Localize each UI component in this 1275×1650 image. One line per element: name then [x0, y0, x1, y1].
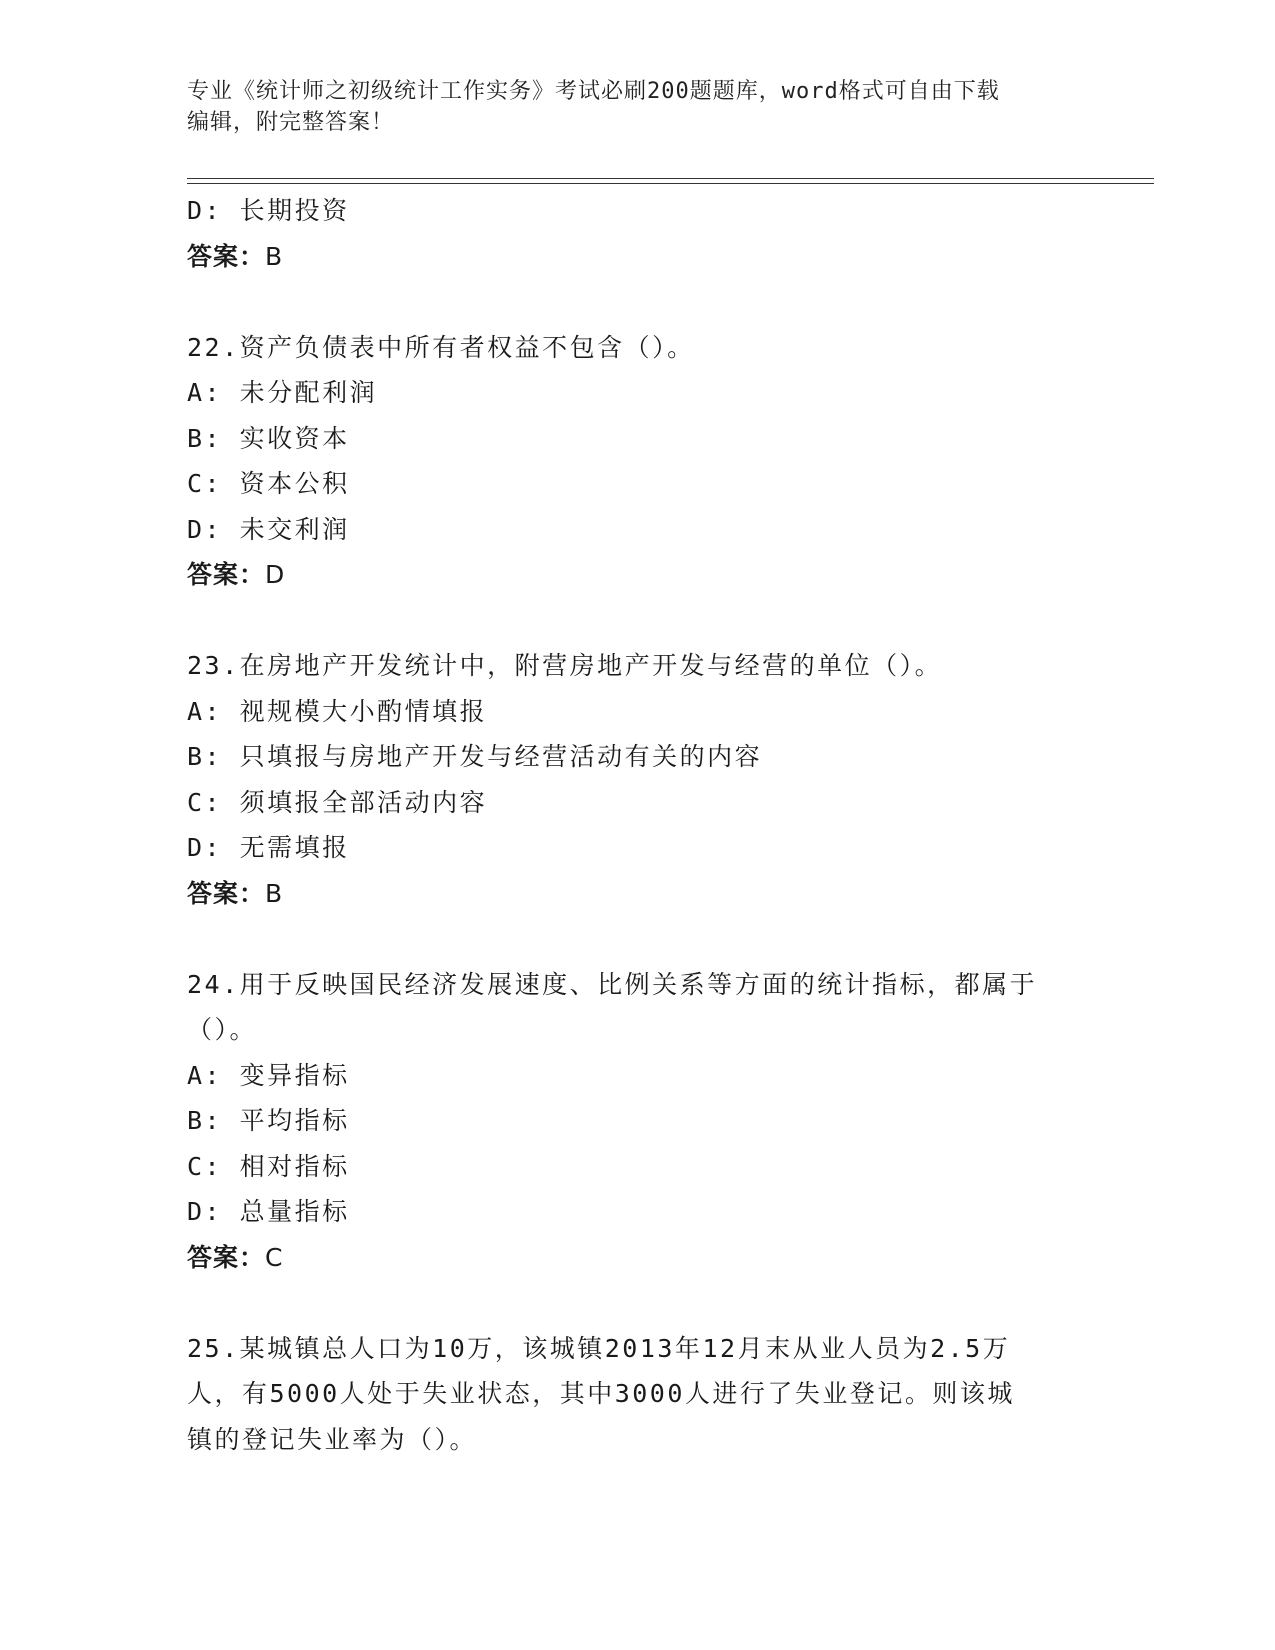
prev-option-d: D: 长期投资 [187, 196, 350, 225]
question-stem-line-1: 24.用于反映国民经济发展速度、比例关系等方面的统计指标，都属于 [187, 969, 1038, 999]
option-a: A: 变异指标 [187, 1060, 350, 1090]
answer-value: D [265, 560, 286, 589]
spacer [187, 916, 1087, 962]
option-d: D: 未交利润 [187, 514, 350, 544]
answer [187, 871, 1087, 917]
question-stem: 23.在房地产开发统计中，附营房地产开发与经营的单位（）。 [187, 651, 943, 680]
answer-value: B [265, 241, 284, 271]
option-c: C: 资本公积 [187, 469, 350, 498]
answer-label: 答案： [187, 241, 266, 271]
option-d: D: 无需填报 [187, 833, 350, 862]
spacer [187, 279, 1087, 325]
answer [187, 552, 1087, 598]
question-25 [187, 1326, 1087, 1463]
option-d: D: 总量指标 [187, 1197, 350, 1226]
option-a: A: 未分配利润 [187, 378, 378, 407]
prev-answer [187, 234, 1087, 280]
option-c: C: 须填报全部活动内容 [187, 787, 488, 817]
answer-value: B [265, 878, 284, 908]
page-header [187, 76, 1067, 138]
question-list [187, 188, 1087, 1462]
spacer [187, 1280, 1087, 1326]
question-23 [187, 643, 1087, 916]
question-stem-line-2: （）。 [187, 1015, 258, 1044]
answer-label: 答案： [187, 1242, 266, 1272]
answer-label: 答案： [187, 560, 266, 589]
option-a: A: 视规模大小酌情填报 [187, 696, 488, 726]
header-line-2: 编辑，附完整答案！ [187, 110, 395, 135]
option-b: B: 实收资本 [187, 423, 350, 453]
question-stem: 22.资产负债表中所有者权益不包含（）。 [187, 332, 695, 362]
question-22 [187, 325, 1087, 598]
header-rule-top [187, 178, 1154, 179]
spacer [187, 598, 1087, 644]
question-stem-line-3: 镇的登记失业率为（）。 [187, 1424, 478, 1454]
question-stem-line-2: 人，有5000人处于失业状态，其中3000人进行了失业登记。则该城 [187, 1379, 1015, 1408]
answer [187, 1235, 1087, 1281]
option-b: B: 平均指标 [187, 1106, 350, 1135]
option-b: B: 只填报与房地产开发与经营活动有关的内容 [187, 742, 763, 771]
answer-value: C [265, 1242, 284, 1272]
header-line-1: 专业《统计师之初级统计工作实务》考试必刷200题题库，word格式可自由下载 [187, 79, 1000, 104]
answer-label: 答案： [187, 878, 266, 908]
header-rule-bottom [187, 183, 1154, 184]
question-stem-line-1: 25.某城镇总人口为10万，该城镇2013年12月末从业人员为2.5万 [187, 1333, 1011, 1363]
question-24 [187, 962, 1087, 1281]
option-c: C: 相对指标 [187, 1151, 350, 1181]
